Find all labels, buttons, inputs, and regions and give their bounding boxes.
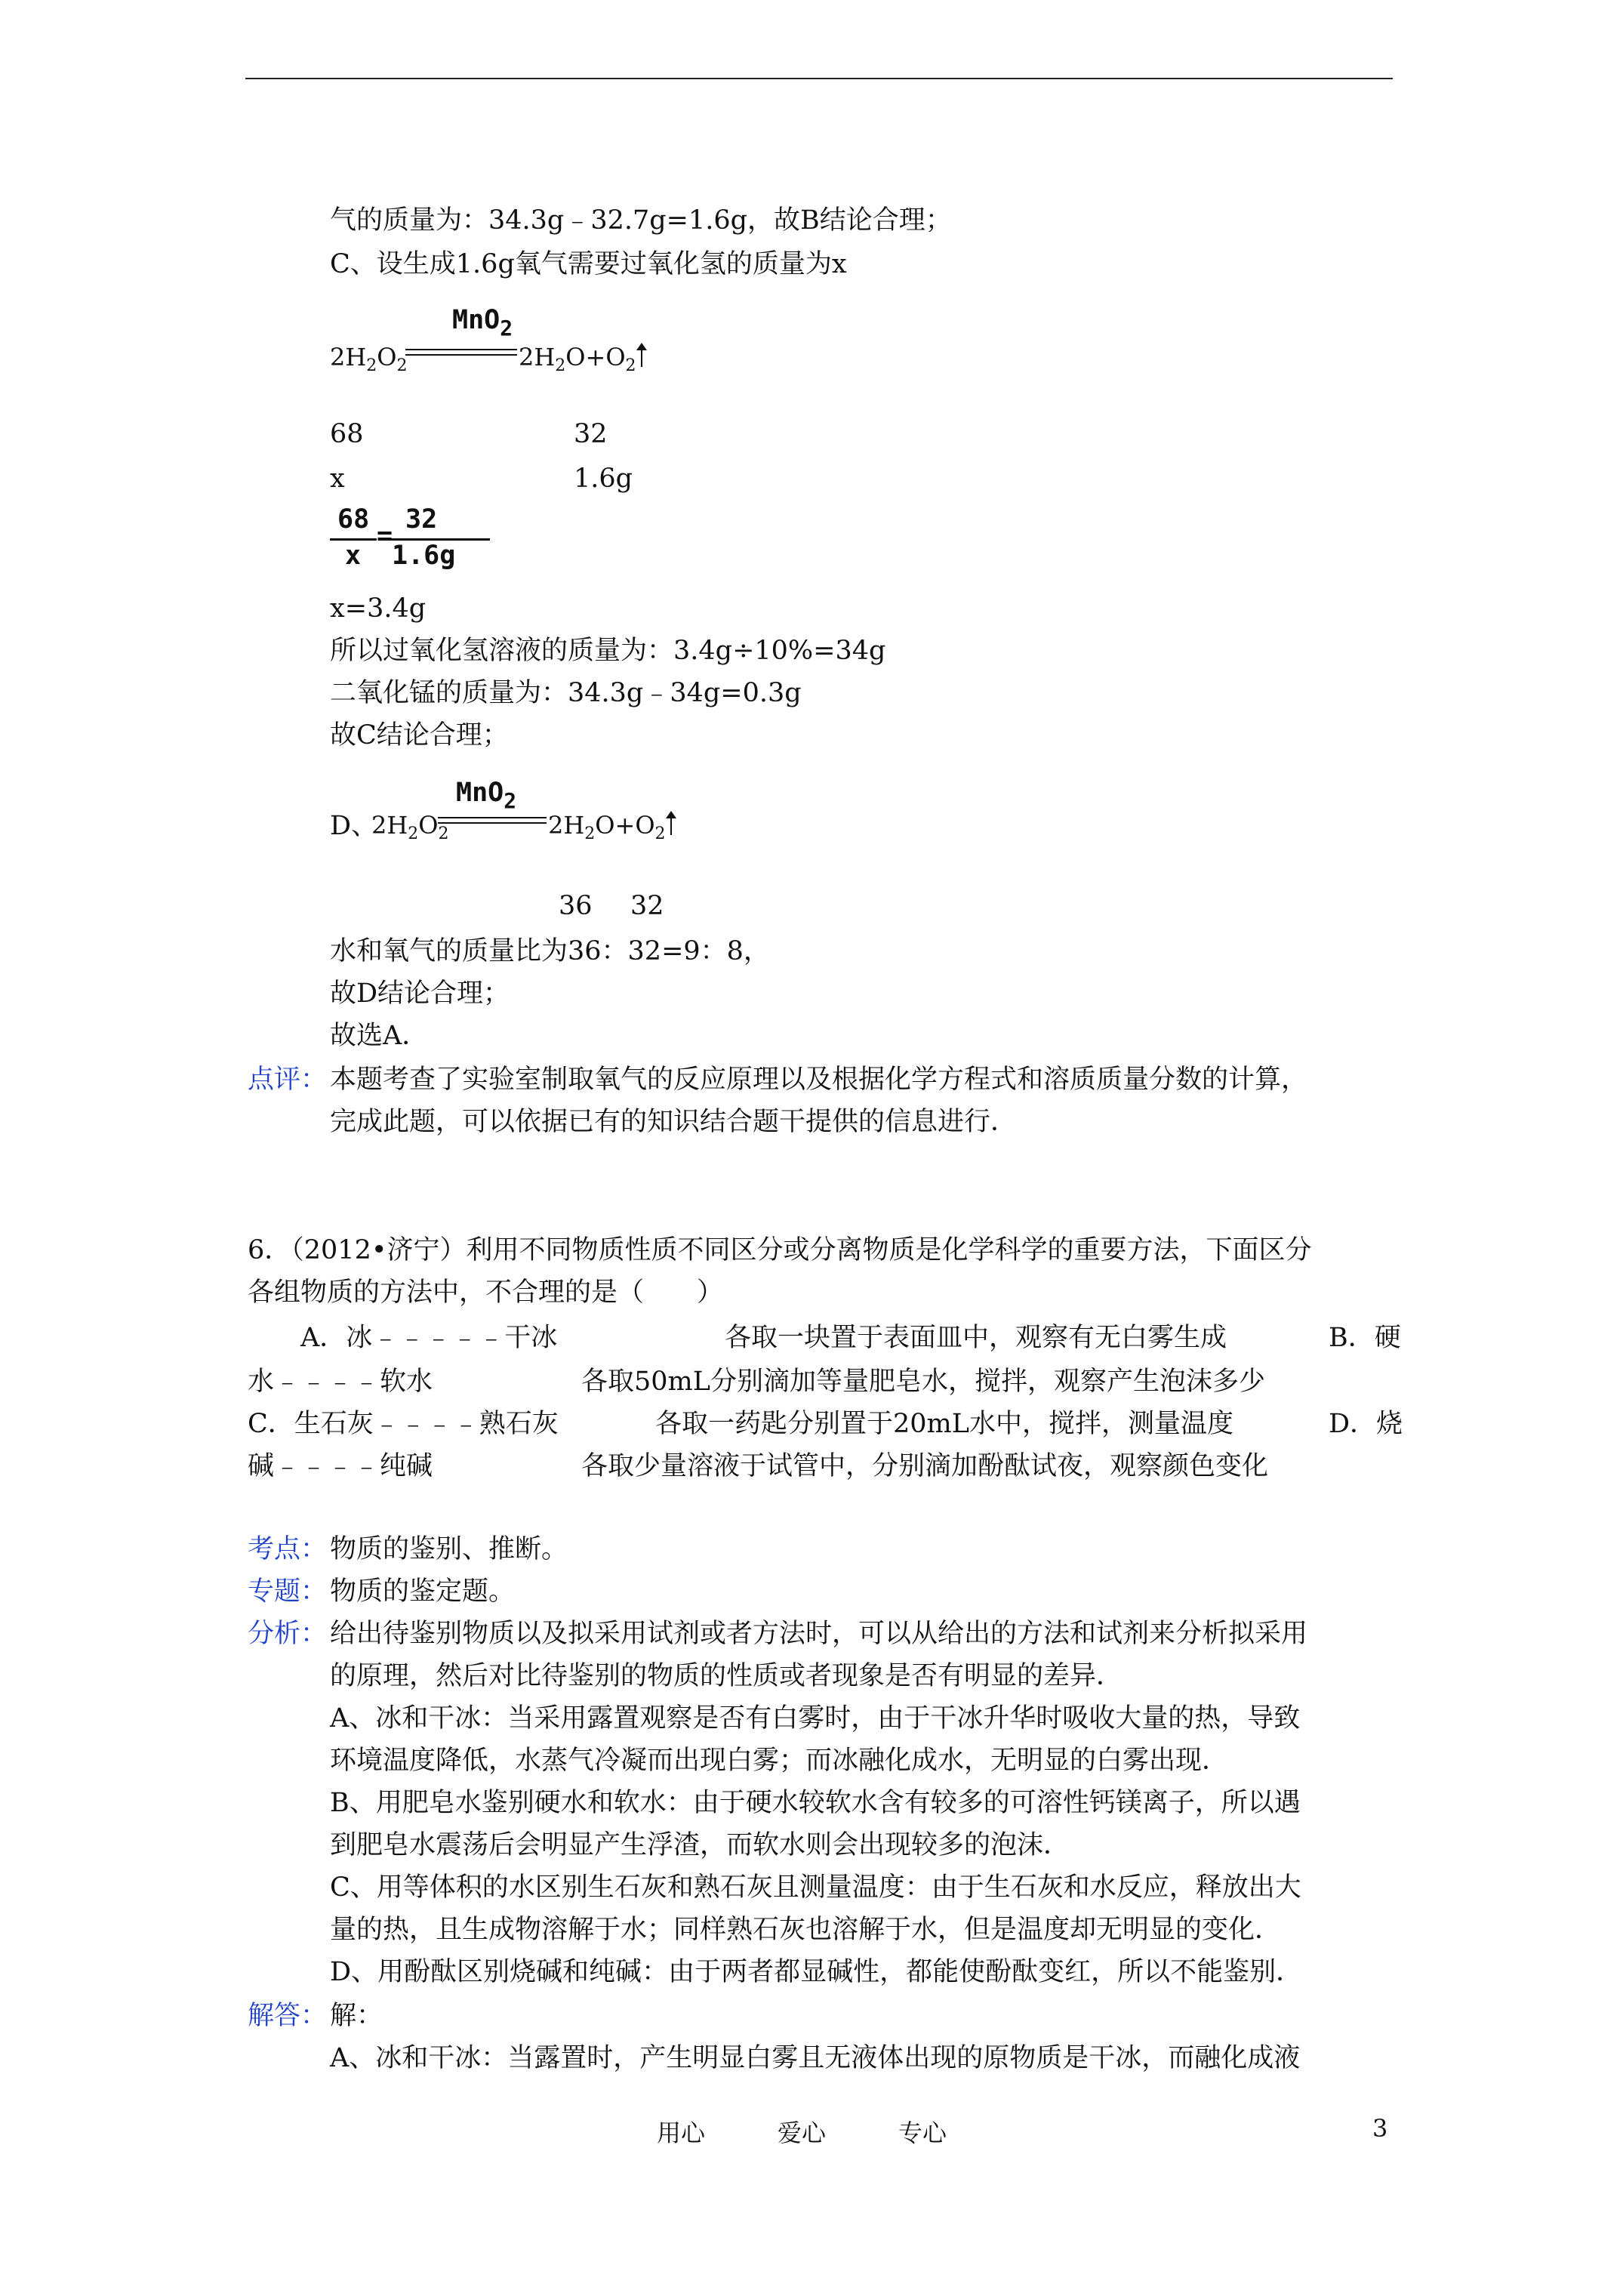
option-b-label: 水﹣﹣﹣﹣软水 — [248, 1367, 433, 1397]
option-d-label: 碱﹣﹣﹣﹣纯碱 — [248, 1451, 433, 1481]
chemical-equation — [330, 305, 636, 381]
page-number: 3 — [1372, 2114, 1388, 2143]
mass-value: 68 — [330, 419, 364, 449]
comment-label: 点评： — [248, 1065, 328, 1095]
topic-label: 考点： — [248, 1534, 328, 1564]
text-line: 所以过氧化氢溶液的质量为：3.4g÷10%=34g — [330, 636, 886, 666]
text-line: 的原理，然后对比待鉴别的物质的性质或者现象是否有明显的差异． — [330, 1661, 1123, 1691]
text-line: B、用肥皂水鉴别硬水和软水：由于硬水较软水含有较多的可溶性钙镁离子，所以遇 — [330, 1788, 1301, 1818]
option-d-label: D．烧 — [1329, 1409, 1403, 1439]
text-line: 完成此题，可以依据已有的知识结合题干提供的信息进行． — [330, 1107, 1018, 1137]
option-label: D、 — [330, 811, 378, 841]
text-line: 本题考查了实验室制取氧气的反应原理以及根据化学方程式和溶质质量分数的计算， — [330, 1065, 1308, 1095]
text-line: 二氧化锰的质量为：34.3g﹣34g=0.3g — [330, 678, 802, 708]
text-line: 给出待鉴别物质以及拟采用试剂或者方法时，可以从给出的方法和试剂来分析拟采用 — [330, 1619, 1308, 1649]
equals-sign: = — [377, 521, 393, 551]
text-line: A、冰和干冰：当露置时，产生明显白雾且无液体出现的原物质是干冰，而融化成液 — [330, 2043, 1301, 2073]
option-c-label: C．生石灰﹣﹣﹣﹣熟石灰 — [248, 1409, 559, 1439]
option-d-method: 各取少量溶液于试管中，分别滴加酚酞试夜，观察颜色变化 — [581, 1451, 1269, 1481]
text-line: 量的热，且生成物溶解于水；同样熟石灰也溶解于水，但是温度却无明显的变化． — [330, 1915, 1282, 1945]
question-stem: 6．（2012•济宁）利用不同物质性质不同区分或分离物质是化学科学的重要方法，下面区分 — [248, 1235, 1312, 1265]
text-line: 故选A． — [330, 1021, 429, 1051]
reaction-arrow-bar — [438, 817, 547, 824]
question-stem: 各组物质的方法中，不合理的是（ ） — [248, 1277, 724, 1308]
option-b-method: 各取50mL分别滴加等量肥皂水，搅拌，观察产生泡沫多少 — [581, 1367, 1265, 1397]
equation-products: $2H_2O+O_2$ — [519, 343, 642, 375]
footer-motto: 用心 爱心 专心 — [657, 2119, 947, 2147]
option-c-method: 各取一药匙分别置于20mL水中，搅拌，测量温度 — [655, 1409, 1233, 1439]
catalyst-label: MnO$_2$ — [452, 305, 513, 341]
gas-up-arrow-icon — [641, 349, 642, 367]
category-label: 专题： — [248, 1576, 328, 1607]
text-line: 气的质量为：34.3g﹣32.7g=1.6g，故B结论合理； — [330, 205, 952, 236]
text-line: C、用等体积的水区别生石灰和熟石灰且测量温度：由于生石灰和水反应，释放出大 — [330, 1872, 1301, 1903]
fraction-denominator: 1.6g — [392, 541, 456, 571]
text-line: C、设生成1.6g氧气需要过氧化氢的质量为x — [330, 249, 847, 279]
unknown-value: x — [330, 464, 345, 494]
mass-value: 32 — [574, 419, 608, 449]
equation-reactants: $2H_2O_2$ — [330, 343, 408, 375]
header-rule — [245, 78, 1393, 79]
answer-label: 解答： — [248, 2001, 328, 2031]
catalyst-label: MnO$_2$ — [456, 778, 517, 813]
text-line: 环境温度降低，水蒸气冷凝而出现白雾；而冰融化成水，无明显的白雾出现． — [330, 1746, 1229, 1776]
mass-value: 1.6g — [574, 464, 633, 494]
text-line: 到肥皂水震荡后会明显产生浮渣，而软水则会出现较多的泡沫． — [330, 1830, 1070, 1860]
gas-up-arrow-icon — [670, 817, 672, 835]
text-line: D、用酚酞区别烧碱和纯碱：由于两者都显碱性，都能使酚酞变红，所以不能鉴别． — [330, 1957, 1303, 1987]
text-line: 故D结论合理； — [330, 978, 510, 1009]
text-line: A、冰和干冰：当采用露置观察是否有白雾时，由于干冰升华时吸收大量的热，导致 — [330, 1703, 1301, 1734]
option-a-method: 各取一块置于表面皿中，观察有无白雾生成 — [725, 1323, 1227, 1353]
chemical-equation — [371, 778, 673, 853]
text-line: 故C结论合理； — [330, 720, 509, 750]
equation-reactants: $2H_2O_2$ — [371, 811, 449, 843]
analysis-label: 分析： — [248, 1619, 328, 1649]
text-line: 解： — [330, 2001, 383, 2031]
text-line: 物质的鉴定题。 — [330, 1576, 516, 1607]
proportion-fraction — [330, 504, 496, 576]
fraction-numerator: 32 — [405, 504, 438, 535]
text-line: x=3.4g — [330, 593, 427, 624]
option-b-label: B．硬 — [1329, 1323, 1401, 1353]
fraction-denominator: x — [345, 541, 362, 571]
mass-value: 36 — [559, 891, 593, 921]
equation-products: $2H_2O+O_2$ — [548, 811, 672, 843]
text-line: 物质的鉴别、推断。 — [330, 1534, 568, 1564]
text-line: 水和氧气的质量比为36：32=9：8， — [330, 936, 770, 966]
fraction-numerator: 68 — [337, 504, 370, 535]
mass-value: 32 — [630, 891, 664, 921]
option-a-label: A．冰﹣﹣﹣﹣﹣干冰 — [300, 1323, 558, 1353]
reaction-arrow-bar — [405, 349, 517, 356]
